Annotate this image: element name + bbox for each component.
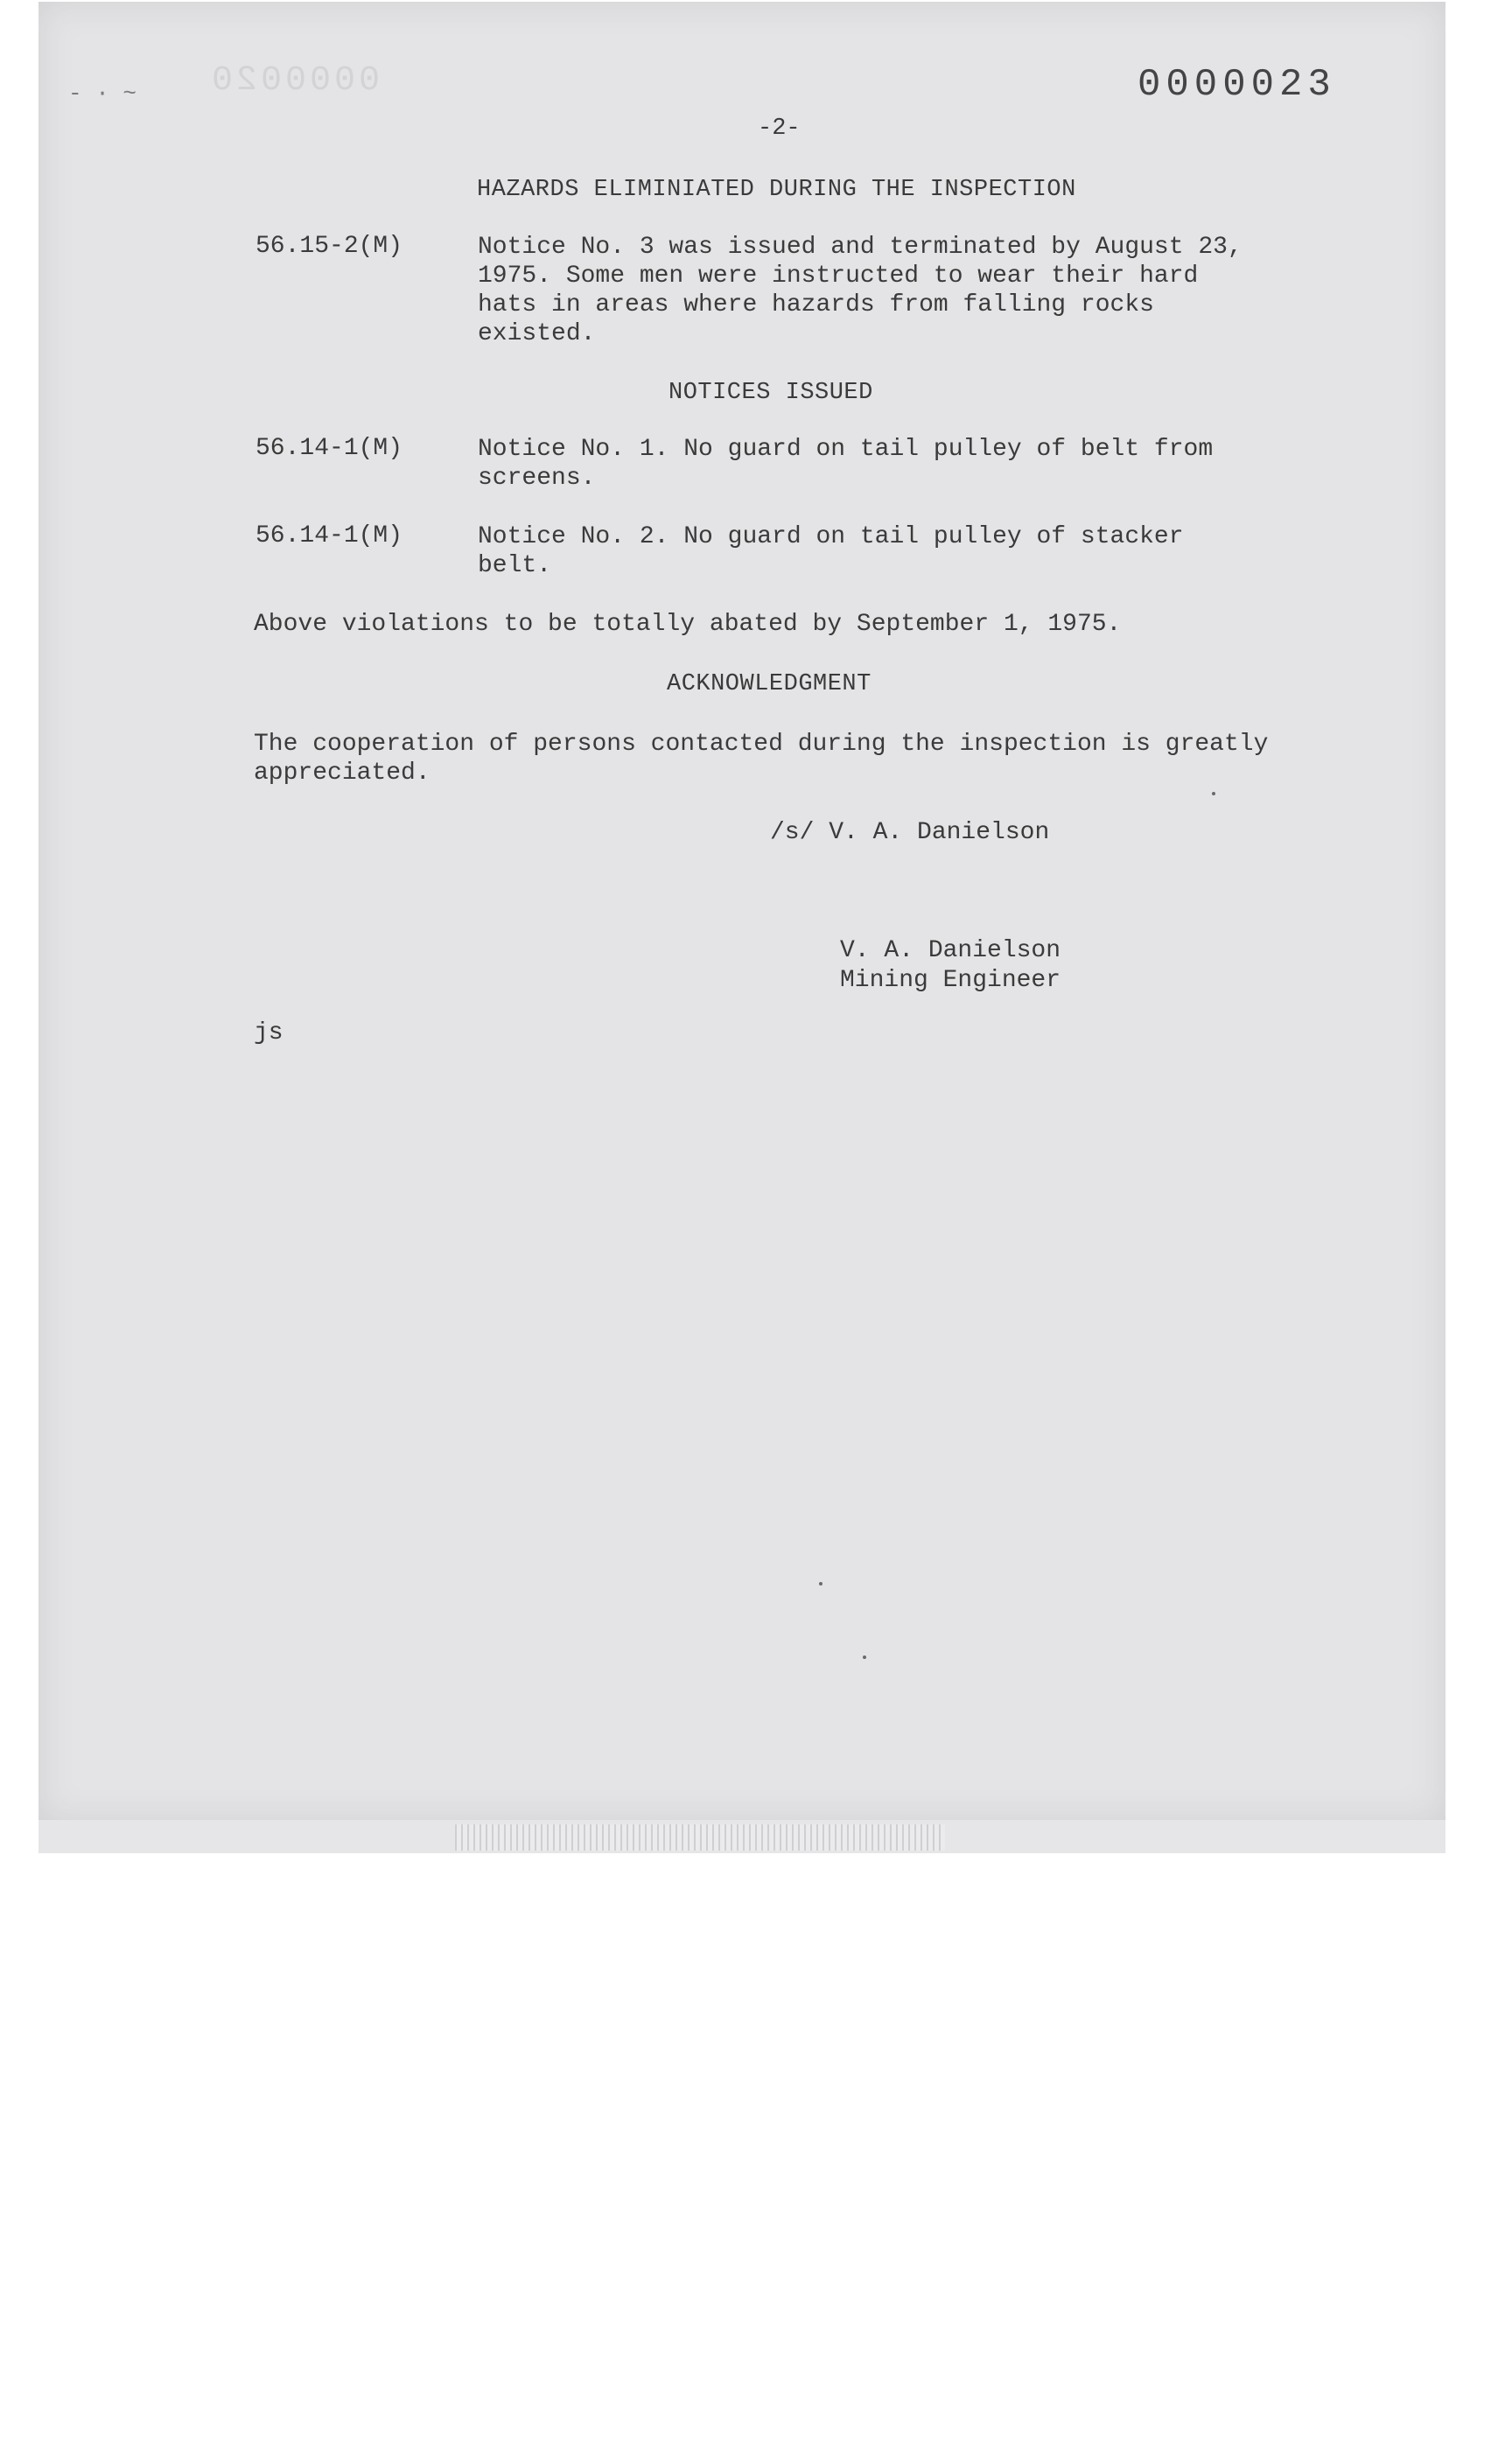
hazard-ref: 56.15-2(M)	[256, 233, 403, 260]
notice-1-text: Notice No. 1. No guard on tail pulley of belt from screens.	[478, 436, 1214, 492]
page-number: -2-	[758, 116, 801, 142]
scan-speck	[819, 1582, 822, 1586]
notices-heading: NOTICES ISSUED	[668, 380, 873, 406]
bleed-through-number: 0000020	[208, 61, 381, 101]
typist-initials: js	[254, 1019, 284, 1046]
hazards-heading: HAZARDS ELIMINIATED DURING THE INSPECTION	[477, 177, 1076, 203]
acknowledgment-text: The cooperation of persons contacted during the inspection is greatly appreciated.	[254, 731, 1269, 787]
scan-artifact-stripes	[455, 1824, 945, 1851]
scan-speck	[863, 1656, 866, 1659]
abatement-statement: Above violations to be totally abated by September 1, 1975.	[254, 611, 1122, 638]
hazard-text: Notice No. 3 was issued and terminated by August 23, 1975. Some men were instructed to wear their hard hats in areas where hazards from falling rocks existed.	[478, 234, 1242, 347]
signer-title: Mining Engineer	[840, 967, 1061, 994]
notice-1-ref: 56.14-1(M)	[256, 435, 403, 462]
acknowledgment-heading: ACKNOWLEDGMENT	[667, 671, 872, 697]
signed-line: /s/ V. A. Danielson	[770, 819, 1050, 846]
signer-name: V. A. Danielson	[840, 937, 1061, 964]
notice-2-ref: 56.14-1(M)	[256, 522, 403, 550]
document-number: 0000023	[1138, 63, 1336, 107]
margin-marks: - · ~	[68, 80, 137, 107]
scan-speck	[1212, 792, 1215, 795]
notice-2-text: Notice No. 2. No guard on tail pulley of stacker belt.	[478, 523, 1184, 579]
